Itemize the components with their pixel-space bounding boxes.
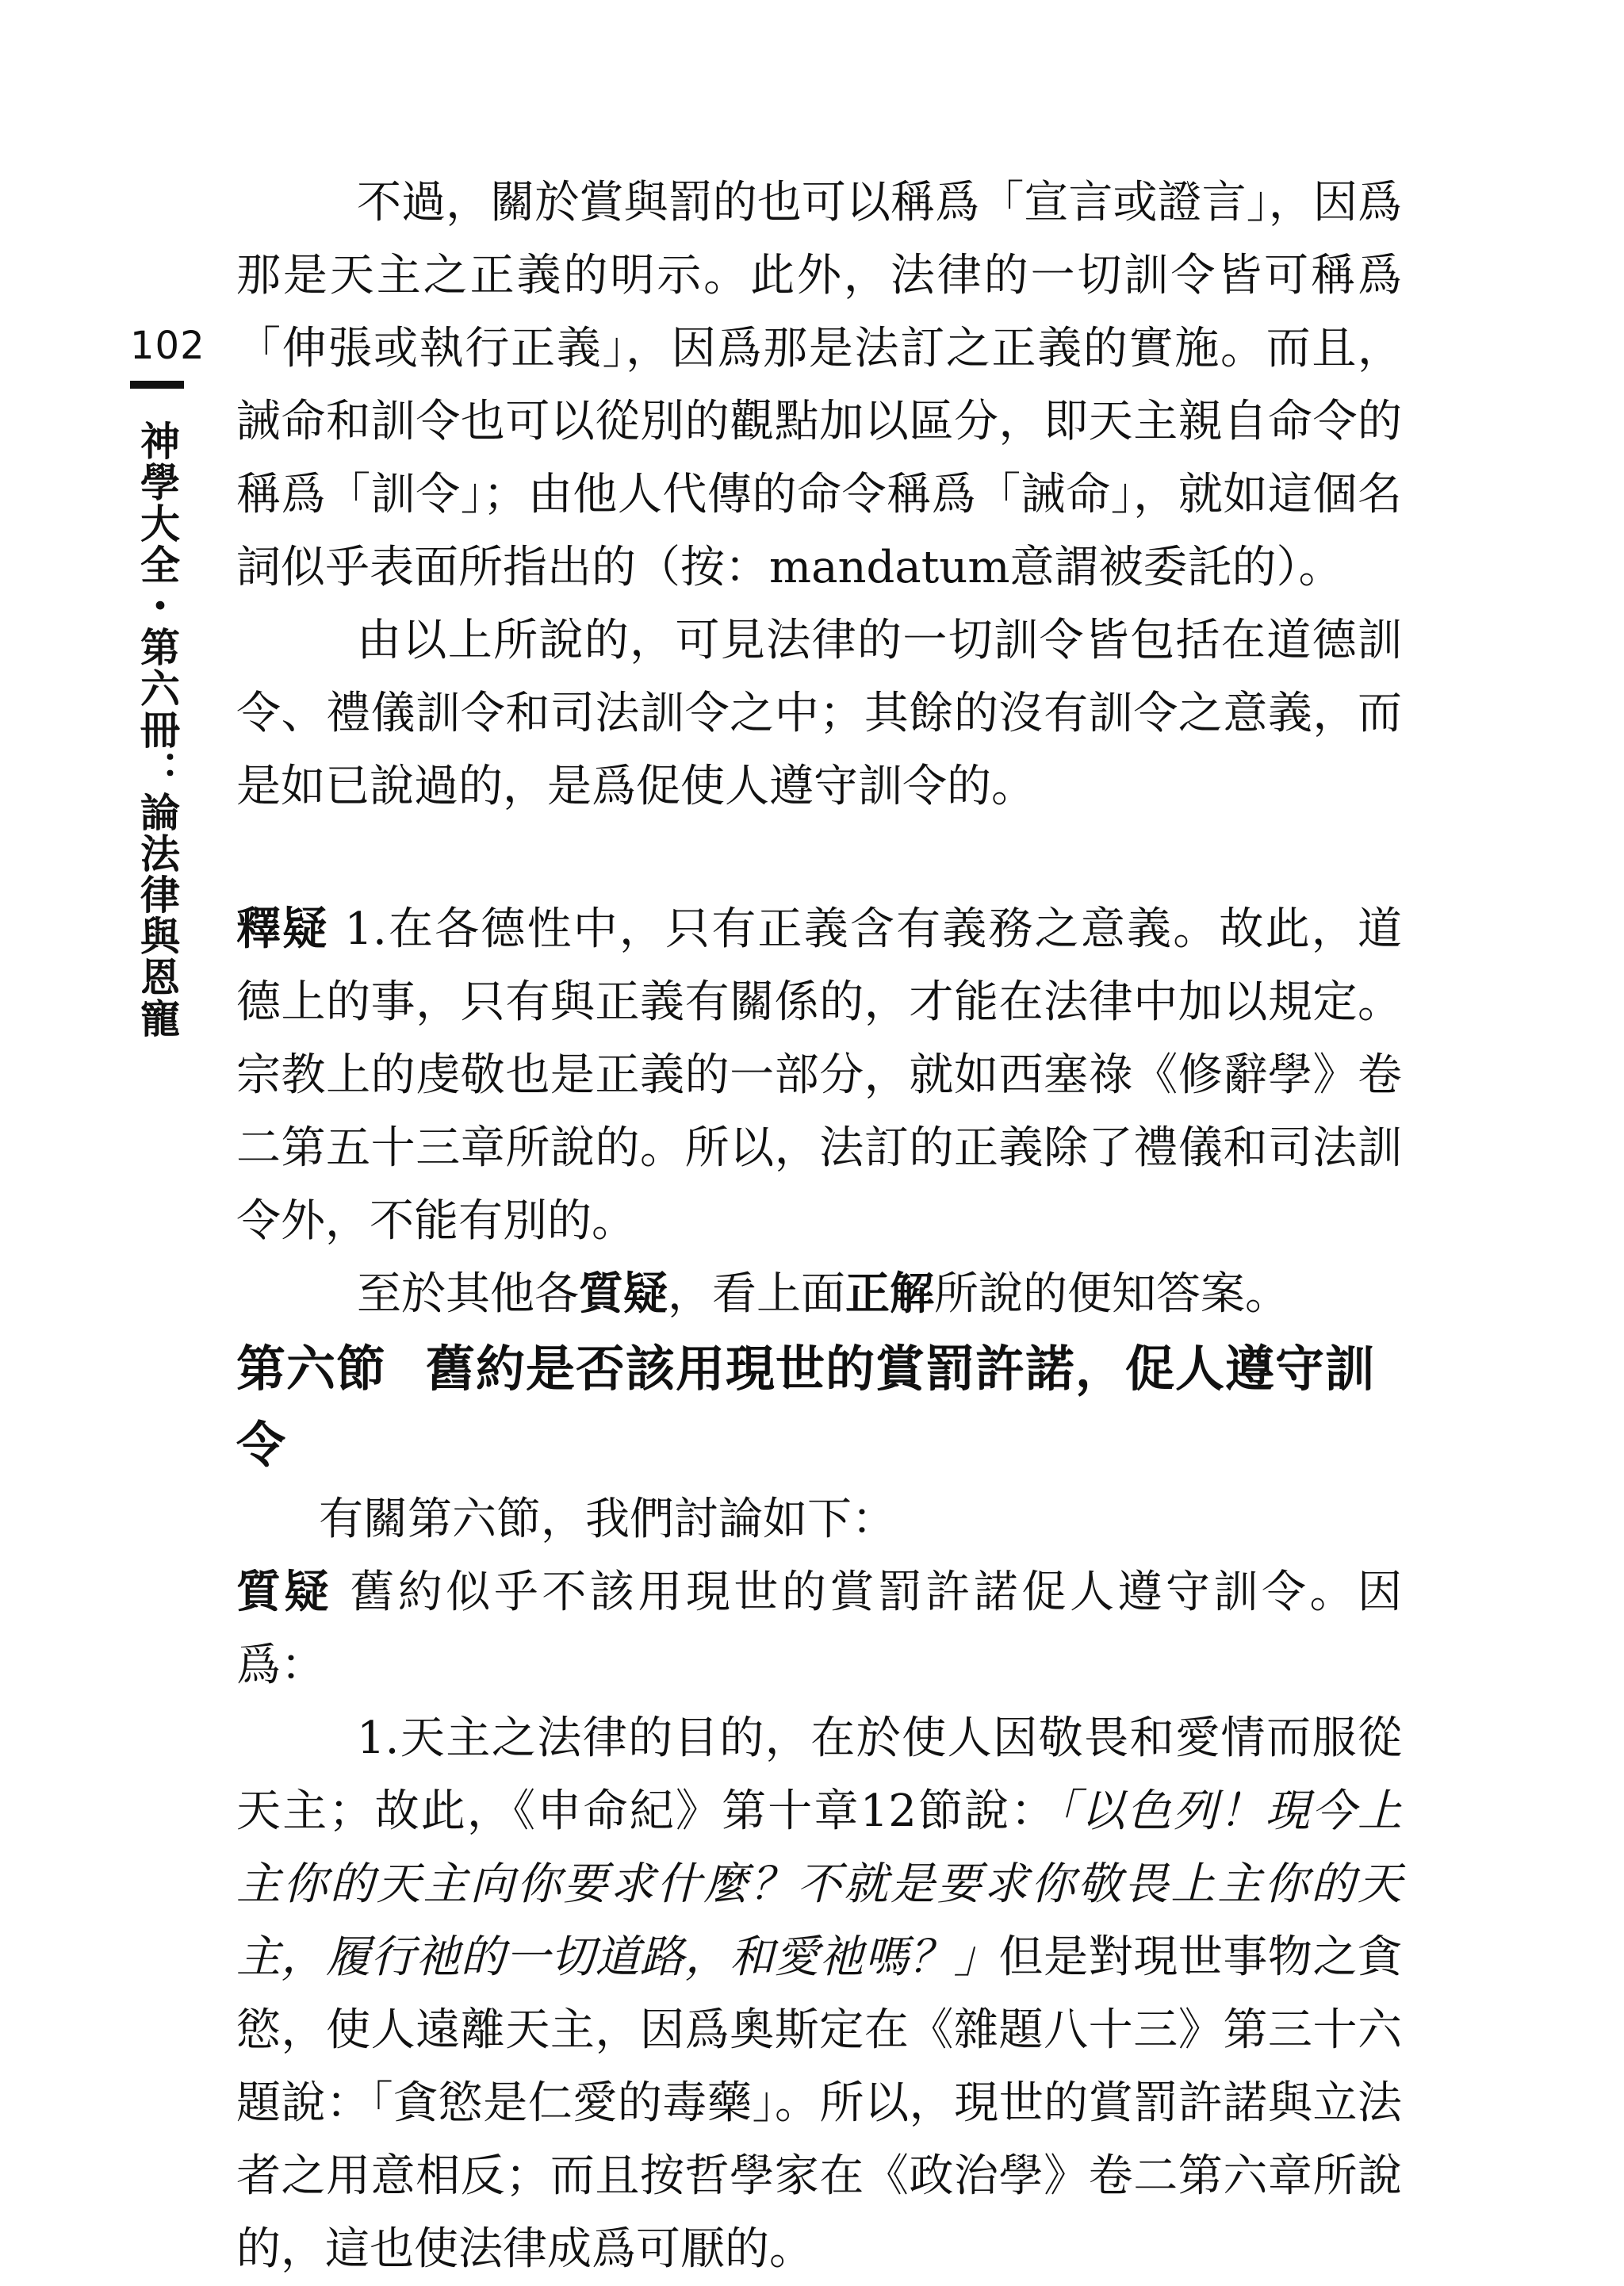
margin-rule bbox=[130, 381, 184, 389]
paragraph-4 bbox=[236, 1258, 1402, 1331]
reply-text: 1.在各德性中，只有正義含有義務之意義。故此，道德上的事，只有與正義有關係的，才能在法律中加以規定。宗教上的虔敬也是正義的一部分，就如西塞祿《修辭學》卷二第五十三章所說的。所以，法訂的正義除了禮儀和司法訓令外，不能有別的。 bbox=[236, 903, 1403, 1247]
p4-text-c: ，看上面 bbox=[668, 1268, 845, 1320]
paragraph-2: 由以上所說的，可見法律的一切訓令皆包括在道德訓令、禮儀訓令和司法訓令之中；其餘的沒有訓令之意義，而是如已說過的，是爲促使人遵守訓令的。 bbox=[236, 615, 1402, 812]
section-heading bbox=[236, 1331, 1402, 1483]
p4-keyword-objection: 質疑 bbox=[579, 1268, 668, 1320]
p4-text-e: 所說的便知答案。 bbox=[934, 1268, 1289, 1320]
objection-label: 質疑 bbox=[236, 1567, 333, 1618]
paragraph-1: 不過，關於賞與罰的也可以稱爲「宣言或證言」，因爲那是天主之正義的明示。此外，法律的一切訓令皆可稱爲「伸張或執行正義」，因爲那是法訂之正義的實施。而且，誡命和訓令也可以從別的觀點加以區分，即天主親自命令的稱爲「訓令」；由他人代傳的命令稱爲「誡命」，就如這個名詞似乎表面所指出的（按：mandatum意謂被委託的）。 bbox=[236, 177, 1402, 593]
section-title: 舊約是否該用現世的賞罰許諾，促人遵守訓令 bbox=[236, 1340, 1376, 1474]
objection-1-paragraph bbox=[236, 1702, 1402, 2286]
reply-label: 釋疑 bbox=[236, 903, 329, 955]
section-number: 第六節 bbox=[236, 1340, 387, 1398]
objection-text: 舊約似乎不該用現世的賞罰許諾促人遵守訓令。因爲： bbox=[236, 1567, 1402, 1691]
objection-paragraph bbox=[236, 1556, 1402, 1702]
running-head: 神學大全・第六冊：論法律與恩寵 bbox=[134, 420, 180, 1039]
page-number: 102 bbox=[130, 324, 205, 368]
p4-keyword-answer: 正解 bbox=[845, 1268, 934, 1320]
section-intro: 有關第六節，我們討論如下： bbox=[319, 1494, 896, 1545]
objection-1-text-a: 1.天主之法律的目的，在於使人因敬畏和愛情而服從天主；故此，《申命紀》第十章12節說： bbox=[236, 1713, 1402, 1837]
body-text bbox=[236, 167, 1402, 2286]
reply-objection-paragraph bbox=[236, 893, 1402, 1258]
p4-text-a: 至於其他各 bbox=[357, 1268, 579, 1320]
objection-1-quote: 「以色列！現今上主你的天主向你要求什麼？不就是要求你敬畏上主你的天主，履行祂的一切道路，和愛祂嗎？」 bbox=[236, 1785, 1402, 1983]
objection-1-text-b: 但是對現世事物之貪慾，使人遠離天主，因爲奧斯定在《雜題八十三》第三十六題說：「貪慾是仁愛的毒藥」。所以，現世的賞罰許諾與立法者之用意相反；而且按哲學家在《政治學》卷二第六章所說的，這也使法律成爲可厭的。 bbox=[236, 1931, 1403, 2275]
